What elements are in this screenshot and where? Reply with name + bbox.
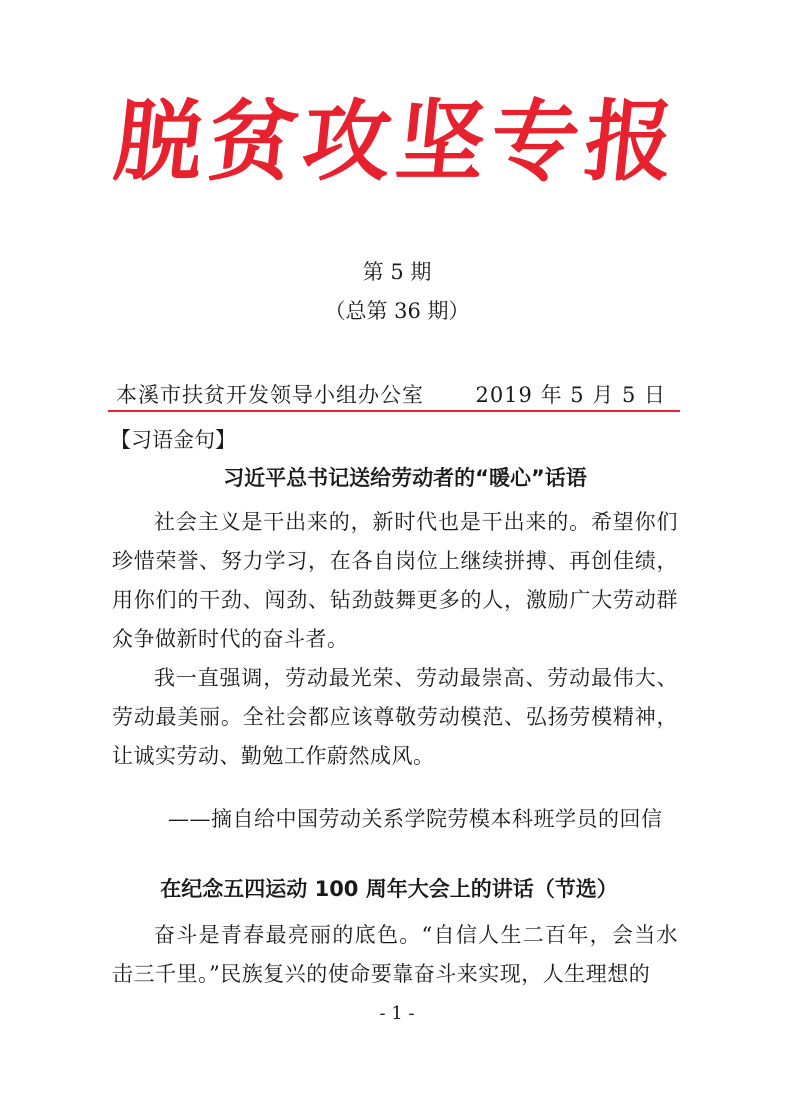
article2-body — [112, 916, 678, 994]
article1-paragraph-1: 社会主义是干出来的，新时代也是干出来的。希望你们珍惜荣誉、努力学习，在各自岗位上继续拼搏、再创佳绩，用你们的干劲、闯劲、钻劲鼓舞更多的人，激励广大劳动群众争做新时代的奋斗者。 — [112, 510, 678, 651]
issuing-organization: 本溪市扶贫开发领导小组办公室 — [116, 383, 424, 407]
article2-title: 在纪念五四运动 100 周年大会上的讲话（节选） — [160, 877, 618, 901]
issue-date: 2019 年 5 月 5 日 — [475, 383, 666, 407]
masthead-title: 脱贫攻坚专报 — [109, 90, 685, 193]
issue-total: （总第 36 期） — [324, 299, 470, 323]
article2-paragraph-1: 奋斗是青春最亮丽的底色。“自信人生二百年，会当水击三千里。”民族复兴的使命要靠奋斗来实现，人生理想的 — [112, 923, 678, 986]
article1-title: 习近平总书记送给劳动者的“暖心”话语 — [223, 466, 587, 490]
section-tag: 【习语金句】 — [110, 428, 236, 452]
article1-paragraph-2: 我一直强调，劳动最光荣、劳动最崇高、劳动最伟大、劳动最美丽。全社会都应该尊敬劳动模范、弘扬劳模精神，让诚实劳动、勤勉工作蔚然成风。 — [112, 666, 678, 768]
header-divider — [108, 410, 680, 412]
issue-number: 第 5 期 — [362, 260, 432, 284]
article1-body — [112, 503, 678, 776]
page-number: - 1 - — [379, 1003, 415, 1024]
article1-source: ——摘自给中国劳动关系学院劳模本科班学员的回信 — [168, 807, 663, 831]
